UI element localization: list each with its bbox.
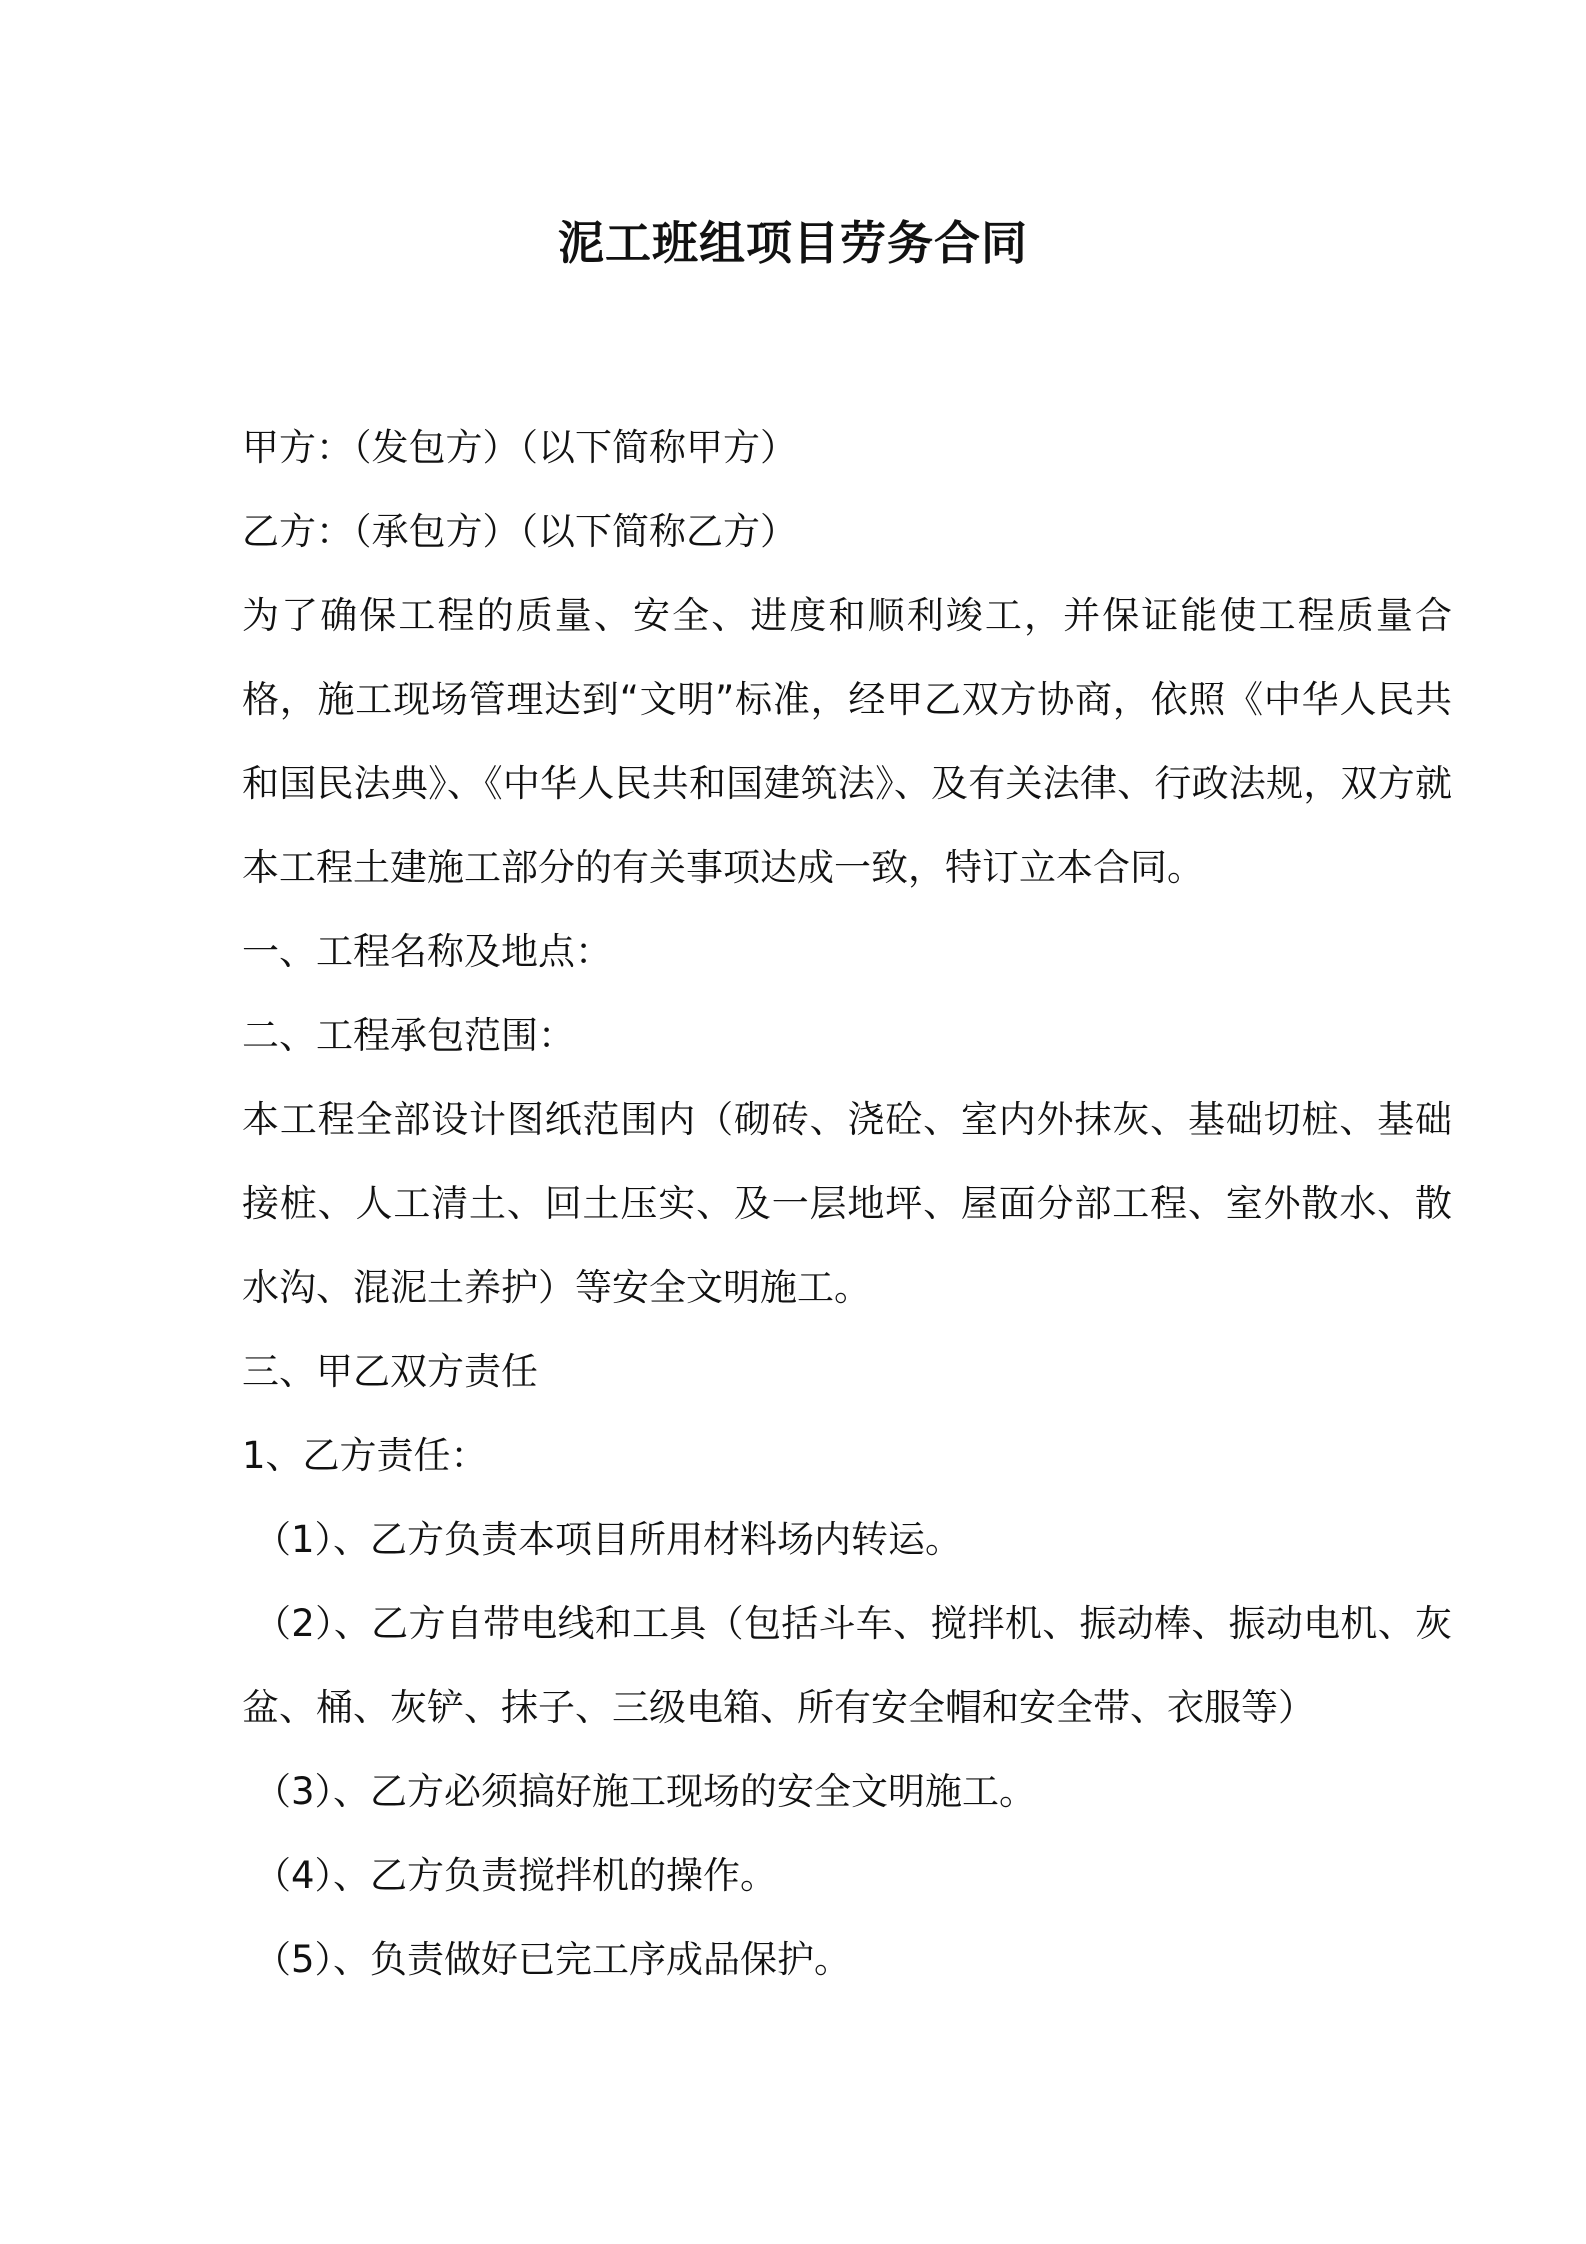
duty-item: （5）、负责做好已完工序成品保护。 [254,1938,852,1981]
section-heading-scope: 二、工程承包范围： [242,1014,575,1057]
party-a-line: 甲方：（发包方）（以下简称甲方） [242,426,797,469]
preamble-paragraph: 为了确保工程的质量、安全、进度和顺利竣工，并保证能使工程质量合格，施工现场管理达到“文明”标准，经甲乙双方协商，依照《中华人民共和国民法典》、《中华人民共和国建筑法》、及有关法律、行政法规，双方就本工程土建施工部分的有关事项达成一致，特订立本合同。 [242,594,1452,889]
party-b-line: 乙方：（承包方）（以下简称乙方） [242,510,797,553]
subsection-heading-party-b: 1、乙方责任： [242,1434,488,1477]
duty-item: （1）、乙方负责本项目所用材料场内转运。 [254,1518,963,1561]
document-body [242,406,1452,2002]
section-heading-responsibilities: 三、甲乙双方责任 [242,1350,538,1393]
duty-item: （3）、乙方必须搞好施工现场的安全文明施工。 [254,1770,1037,1813]
document-title: 泥工班组项目劳务合同 [558,216,1028,270]
section-heading-project-name: 一、工程名称及地点： [242,930,612,973]
duty-item: （4）、乙方负责搅拌机的操作。 [254,1854,778,1897]
scope-paragraph: 本工程全部设计图纸范围内（砌砖、浇砼、室内外抹灰、基础切桩、基础接桩、人工清土、回土压实、及一层地坪、屋面分部工程、室外散水、散水沟、混泥土养护）等安全文明施工。 [242,1098,1452,1309]
duty-item: （2）、乙方自带电线和工具（包括斗车、搅拌机、振动棒、振动电机、灰盆、桶、灰铲、抹子、三级电箱、所有安全帽和安全带、衣服等） [242,1602,1452,1729]
